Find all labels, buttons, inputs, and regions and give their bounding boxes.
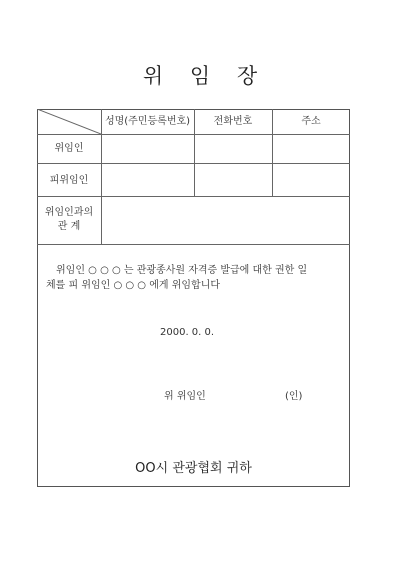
recipient: OO시 관광협회 귀하	[135, 461, 252, 476]
diagonal-slash	[37, 109, 101, 134]
row-label-delegator: 위임인	[54, 143, 84, 154]
header-name-id: 성명(주민등록번호)	[104, 116, 191, 127]
statement-line-2: 체를 피 위임인 ○ ○ ○ 에게 위임합니다	[46, 280, 221, 291]
statement-line-1: 위임인 ○ ○ ○ 는 관광종사원 자격증 발급에 대한 권한 일	[56, 265, 308, 276]
row-label-delegatee: 피위임인	[49, 175, 89, 186]
header-address: 주소	[301, 116, 321, 127]
seal-mark: (인)	[285, 391, 303, 402]
row-label-relationship: 위임인과의 관 계	[44, 207, 94, 232]
header-phone: 전화번호	[213, 116, 253, 127]
document-title: 위 임 장	[142, 64, 268, 88]
date: 2000. 0. 0.	[160, 327, 215, 338]
signer-label: 위 위임인	[164, 391, 206, 402]
